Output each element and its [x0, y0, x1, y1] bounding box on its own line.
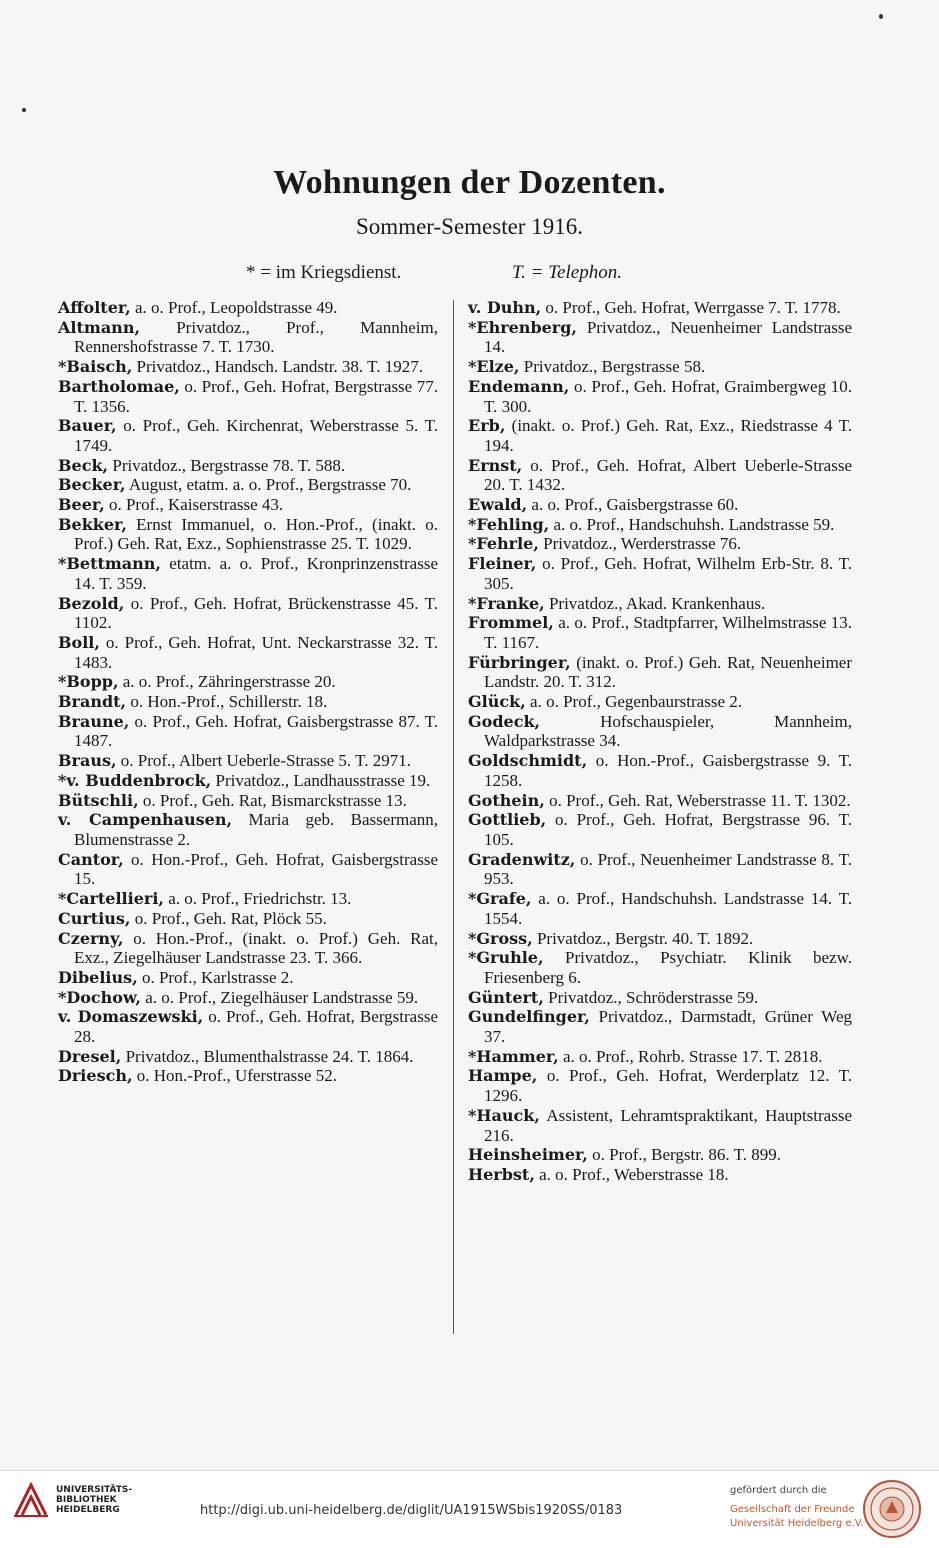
directory-entry	[58, 1047, 438, 1067]
directory-entry	[468, 495, 852, 515]
entry-details: o. Prof., Karlstrasse 2.	[137, 967, 294, 987]
directory-entry	[58, 594, 438, 633]
entry-details: a. o. Prof., Rohrb. Strasse 17. T. 2818.	[558, 1046, 823, 1066]
entry-details: Privatdoz., Werderstrasse 76.	[538, 534, 742, 554]
directory-entry	[58, 988, 438, 1008]
entry-details: Privatdoz., Neuenheimer Landstrasse 14.	[484, 317, 852, 357]
directory-entry	[468, 377, 852, 416]
person-name: Gradenwitz,	[468, 849, 576, 869]
person-name: *Fehling,	[468, 514, 550, 534]
person-name: Boll,	[58, 632, 100, 652]
directory-entry	[58, 416, 438, 455]
directory-entry	[468, 1165, 852, 1185]
directory-entry	[58, 791, 438, 811]
entry-details: Ernst Immanuel, o. Hon.-Prof., (inakt. o. Prof.) Geh. Rat, Exz., Sophienstrasse 25. T. 1029.	[74, 514, 438, 554]
person-name: Gothein,	[468, 790, 545, 810]
entry-details: o. Prof., Geh. Hofrat, Werderplatz 12. T. 1296.	[484, 1066, 852, 1106]
entry-details: o. Hon.-Prof., Geh. Hofrat, Gaisbergstrasse 15.	[74, 849, 438, 889]
directory-entry	[468, 712, 852, 751]
directory-entry	[468, 554, 852, 593]
directory-entry	[468, 791, 852, 811]
entry-details: o. Prof., Geh. Hofrat, Brückenstrasse 45. T. 1102.	[74, 593, 438, 633]
person-name: Erb,	[468, 416, 506, 436]
library-logo-icon	[12, 1481, 50, 1519]
directory-entry	[468, 318, 852, 357]
person-name: v. Duhn,	[468, 298, 542, 317]
left-column	[58, 298, 438, 1086]
person-name: Driesch,	[58, 1066, 133, 1086]
directory-entry	[58, 751, 438, 771]
column-divider	[453, 300, 454, 1334]
person-name: *Gross,	[468, 928, 533, 948]
entry-details: o. Hon.-Prof., (inakt. o. Prof.) Geh. Rat, Exz., Ziegelhäuser Landstrasse 23. T. 366.	[74, 928, 438, 968]
entry-details: Privatdoz., Akad. Krankenhaus.	[544, 593, 766, 613]
entry-details: Hofschauspieler, Mannheim, Waldparkstrasse 34.	[484, 711, 852, 751]
person-name: Fleiner,	[468, 554, 537, 574]
person-name: Bütschli,	[58, 790, 139, 810]
directory-entry	[58, 712, 438, 751]
directory-entry	[468, 1047, 852, 1067]
directory-entry	[468, 810, 852, 849]
entry-details: Assistent, Lehramtspraktikant, Hauptstrasse 216.	[484, 1105, 852, 1145]
person-name: Affolter,	[58, 298, 131, 317]
entry-details: etatm. a. o. Prof., Kronprinzenstrasse 14. T. 359.	[74, 554, 438, 593]
person-name: Heinsheimer,	[468, 1145, 588, 1165]
entry-details: o. Prof., Neuenheimer Landstrasse 8. T. 953.	[484, 849, 852, 889]
directory-entry	[468, 1145, 852, 1165]
person-name: Endemann,	[468, 376, 570, 396]
entry-details: o. Prof., Geh. Hofrat, Wilhelm Erb-Str. 8. T. 305.	[484, 554, 852, 593]
entry-details: o. Prof., Bergstr. 86. T. 899.	[587, 1145, 782, 1165]
directory-entry	[468, 456, 852, 495]
entry-details: Maria geb. Bassermann, Blumenstrasse 2.	[74, 810, 438, 849]
directory-entry	[468, 653, 852, 692]
person-name: *Cartellieri,	[58, 889, 164, 909]
person-name: Czerny,	[58, 928, 124, 948]
entry-details: Privatdoz., Landhausstrasse 19.	[211, 770, 431, 790]
entry-details: o. Prof., Geh. Hofrat, Bergstrasse 28.	[74, 1007, 438, 1047]
directory-entry	[468, 692, 852, 712]
entry-details: Privatdoz., Prof., Mannheim, Rennershofstrasse 7. T. 1730.	[74, 317, 438, 357]
directory-entry	[468, 298, 852, 318]
person-name: Curtius,	[58, 908, 131, 928]
directory-entry	[468, 534, 852, 554]
entry-details: Privatdoz., Bergstr. 40. T. 1892.	[532, 928, 754, 948]
directory-entry	[58, 475, 438, 495]
entry-details: o. Hon.-Prof., Uferstrasse 52.	[132, 1066, 337, 1086]
entry-details: o. Prof., Geh. Hofrat, Albert Ueberle-Strasse 20. T. 1432.	[484, 455, 852, 495]
person-name: *Bopp,	[58, 672, 119, 692]
sponsor-name-line1: Gesellschaft der Freunde	[730, 1504, 855, 1515]
entry-details: o. Prof., Kaiserstrasse 43.	[104, 495, 284, 515]
directory-entry	[468, 357, 852, 377]
directory-entry	[58, 672, 438, 692]
entry-details: o. Prof., Albert Ueberle-Strasse 5. T. 2971.	[116, 751, 411, 771]
entry-details: a. o. Prof., Gaisbergstrasse 60.	[527, 495, 739, 515]
entry-details: o. Prof., Geh. Kirchenrat, Weberstrasse 5. T. 1749.	[74, 416, 438, 455]
directory-entry	[58, 318, 438, 357]
page-title: Wohnungen der Dozenten.	[273, 164, 666, 201]
entry-details: o. Prof., Geh. Hofrat, Graimbergweg 10. T. 300.	[484, 376, 852, 416]
directory-entry	[58, 1007, 438, 1046]
directory-entry	[58, 968, 438, 988]
entry-details: o. Prof., Geh. Hofrat, Bergstrasse 77. T. 1356.	[74, 376, 438, 416]
person-name: *Gruhle,	[468, 948, 544, 968]
person-name: *Hammer,	[468, 1046, 559, 1066]
person-name: Herbst,	[468, 1164, 535, 1184]
person-name: Goldschmidt,	[468, 751, 588, 771]
person-name: Braune,	[58, 711, 130, 731]
person-name: Bekker,	[58, 514, 127, 534]
entry-details: Privatdoz., Bergstrasse 78. T. 588.	[108, 455, 346, 475]
entry-details: Privatdoz., Psychiatr. Klinik bezw. Friesenberg 6.	[484, 948, 852, 987]
directory-entry	[58, 633, 438, 672]
directory-entry	[468, 594, 852, 614]
entry-details: Privatdoz., Blumenthalstrasse 24. T. 1864.	[121, 1046, 414, 1066]
person-name: Becker,	[58, 475, 126, 495]
directory-entry	[58, 456, 438, 476]
person-name: Ernst,	[468, 455, 523, 475]
person-name: *Elze,	[468, 357, 520, 377]
directory-entry	[468, 850, 852, 889]
entry-details: (inakt. o. Prof.) Geh. Rat, Exz., Riedstrasse 4 T. 194.	[484, 416, 852, 455]
person-name: *Hauck,	[468, 1105, 540, 1125]
directory-entry	[58, 298, 438, 318]
entry-details: Privatdoz., Bergstrasse 58.	[519, 357, 706, 377]
entry-details: a. o. Prof., Ziegelhäuser Landstrasse 59.	[141, 987, 419, 1007]
person-name: Frommel,	[468, 613, 554, 633]
person-name: *Baisch,	[58, 357, 133, 377]
person-name: Beck,	[58, 455, 109, 475]
person-name: Gundelfinger,	[468, 1007, 590, 1027]
entry-details: a. o. Prof., Zähringerstrasse 20.	[118, 672, 336, 692]
university-seal-icon	[862, 1479, 922, 1539]
directory-entry	[58, 515, 438, 554]
directory-entry	[468, 948, 852, 987]
person-name: *Ehrenberg,	[468, 317, 577, 337]
entry-details: a. o. Prof., Handschuhsh. Landstrasse 14. T. 1554.	[484, 889, 852, 928]
entry-details: a. o. Prof., Friedrichstr. 13.	[163, 889, 352, 909]
directory-entry	[58, 850, 438, 889]
directory-entry	[468, 515, 852, 535]
directory-entry	[58, 692, 438, 712]
directory-entry	[58, 929, 438, 968]
right-column	[468, 298, 852, 1185]
person-name: Altmann,	[58, 317, 141, 337]
entry-details: o. Hon.-Prof., Gaisbergstrasse 9. T. 1258.	[484, 751, 852, 790]
page-subtitle: Sommer-Semester 1916.	[356, 214, 583, 239]
entry-details: o. Prof., Geh. Rat, Plöck 55.	[130, 908, 327, 928]
speck	[22, 108, 26, 112]
directory-entry	[58, 357, 438, 377]
person-name: v. Campenhausen,	[58, 810, 233, 830]
sponsor-name-line2: Universität Heidelberg e.V.	[730, 1518, 864, 1529]
entry-details: o. Prof., Geh. Rat, Bismarckstrasse 13.	[138, 790, 407, 810]
directory-entry	[468, 613, 852, 652]
source-url[interactable]: http://digi.ub.uni-heidelberg.de/diglit/UA1915WSbis1920SS/0183	[200, 1503, 623, 1518]
directory-entry	[468, 1007, 852, 1046]
entry-details: a. o. Prof., Handschuhsh. Landstrasse 59.	[549, 514, 835, 534]
sponsor-caption: gefördert durch die	[730, 1485, 827, 1496]
entry-details: Privatdoz., Darmstadt, Grüner Weg 37.	[484, 1007, 852, 1047]
person-name: v. Domaszewski,	[58, 1007, 204, 1027]
directory-entry	[58, 377, 438, 416]
person-name: Brandt,	[58, 692, 127, 712]
person-name: Bauer,	[58, 416, 117, 436]
person-name: Güntert,	[468, 987, 544, 1007]
person-name: Fürbringer,	[468, 652, 571, 672]
entry-details: August, etatm. a. o. Prof., Bergstrasse 70.	[125, 475, 412, 495]
person-name: Bezold,	[58, 593, 125, 613]
directory-entry	[468, 1066, 852, 1105]
entry-details: o. Hon.-Prof., Schillerstr. 18.	[126, 692, 328, 712]
entry-details: Privatdoz., Handsch. Landstr. 38. T. 1927.	[132, 357, 423, 377]
person-name: Braus,	[58, 751, 117, 771]
person-name: *Franke,	[468, 593, 545, 613]
directory-entry	[58, 810, 438, 849]
legend-war: * = im Kriegsdienst.	[246, 262, 402, 283]
person-name: Bartholomae,	[58, 376, 180, 396]
person-name: Glück,	[468, 692, 526, 712]
entry-details: a. o. Prof., Gegenbaurstrasse 2.	[525, 692, 742, 712]
entry-details: a. o. Prof., Weberstrasse 18.	[534, 1164, 729, 1184]
entry-details: Privatdoz., Schröderstrasse 59.	[543, 987, 759, 1007]
person-name: Cantor,	[58, 849, 124, 869]
person-name: *Dochow,	[58, 987, 141, 1007]
library-name: UNIVERSITÄTS- BIBLIOTHEK HEIDELBERG	[56, 1485, 133, 1515]
person-name: Dibelius,	[58, 967, 138, 987]
person-name: *Grafe,	[468, 889, 532, 909]
legend-telephone: T. = Telephon.	[512, 262, 622, 283]
directory-entry	[58, 909, 438, 929]
person-name: *v. Buddenbrock,	[58, 770, 212, 790]
entry-details: (inakt. o. Prof.) Geh. Rat, Neuenheimer Landstr. 20. T. 312.	[484, 652, 852, 692]
directory-entry	[468, 889, 852, 928]
directory-entry	[58, 889, 438, 909]
directory-entry	[58, 495, 438, 515]
directory-entry	[468, 416, 852, 455]
directory-entry	[58, 1066, 438, 1086]
entry-details: o. Prof., Geh. Hofrat, Bergstrasse 96. T. 105.	[484, 810, 852, 849]
person-name: *Fehrle,	[468, 534, 539, 554]
person-name: Hampe,	[468, 1066, 538, 1086]
entry-details: o. Prof., Geh. Hofrat, Gaisbergstrasse 87. T. 1487.	[74, 711, 438, 751]
entry-details: o. Prof., Geh. Hofrat, Werrgasse 7. T. 1778.	[541, 298, 841, 317]
directory-entry	[468, 929, 852, 949]
entry-details: a. o. Prof., Stadtpfarrer, Wilhelmstrasse 13. T. 1167.	[484, 613, 852, 652]
footer-bar	[0, 1470, 939, 1548]
directory-entry	[58, 771, 438, 791]
directory-entry	[468, 1106, 852, 1145]
person-name: Gottlieb,	[468, 810, 547, 830]
directory-entry	[58, 554, 438, 593]
directory-entry	[468, 988, 852, 1008]
directory-entry	[468, 751, 852, 790]
person-name: Ewald,	[468, 495, 528, 515]
person-name: Godeck,	[468, 711, 541, 731]
person-name: Beer,	[58, 495, 105, 515]
entry-details: o. Prof., Geh. Rat, Weberstrasse 11. T. 1302.	[544, 790, 851, 810]
person-name: Dresel,	[58, 1046, 122, 1066]
person-name: *Bettmann,	[58, 554, 161, 574]
speck	[879, 14, 883, 19]
entry-details: o. Prof., Geh. Hofrat, Unt. Neckarstrasse 32. T. 1483.	[74, 632, 438, 672]
entry-details: a. o. Prof., Leopoldstrasse 49.	[130, 298, 338, 317]
